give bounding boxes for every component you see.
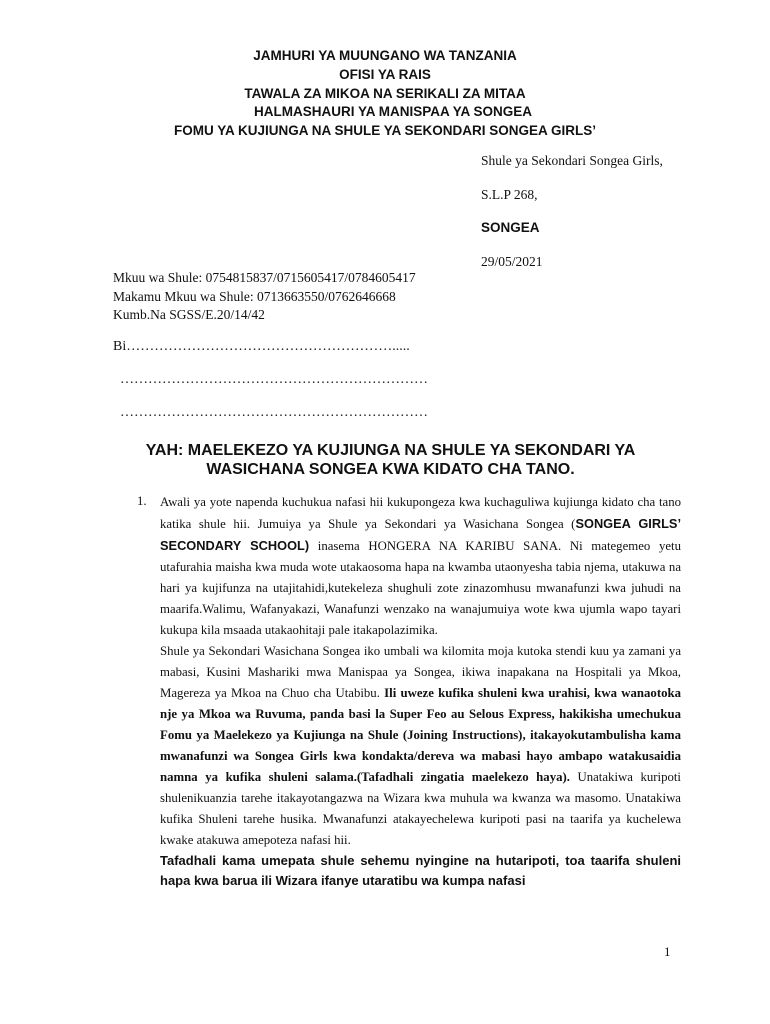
header-line-form-title: FOMU YA KUJIUNGA NA SHULE YA SEKONDARI SONGEA GIRLS’: [173, 123, 597, 138]
reference-number: Kumb.Na SGSS/E.20/14/42: [113, 307, 265, 322]
recipient-address-line-1: …………………………………………………………: [120, 372, 428, 387]
contact-head-of-school: Mkuu wa Shule: 0754815837/0715605417/0784605417: [113, 270, 416, 285]
paragraph-notify-school: Tafadhali kama umepata shule sehemu nyingine na hutaripoti, toa taarifa shuleni hapa kwa barua ili Wizara ifanye utaratibu wa kumpa nafasi: [160, 853, 681, 888]
page-number: 1: [664, 944, 671, 959]
recipient-name-line: Bi………………………………………………….....: [113, 339, 410, 354]
paragraph-welcome-text-c: inasema HONGERA NA KARIBU SANA. Ni mategemeo yetu utafurahia maisha kwa muda wote utakaosoma hapa na kwamba utaonyesha tabia njema, utakuwa na hari ya kujifunza na utajitahidi,kutekeleza shughuli zote zinazomhusu mwanafunzi kwa juhudi na maarifa.Walimu, Wafanyakazi, Wanafunzi wenzako na wanajumuiya wote kwa ujumla wapo tayari kukupa kila msaada utakaohitaji pale itakapolazimika.: [160, 539, 681, 637]
school-name-bold: SONGEA GIRLS’ SECONDARY SCHOOL): [160, 516, 682, 553]
letter-date: 29/05/2021: [481, 254, 543, 269]
subject-line-2: WASICHANA SONGEA KWA KIDATO CHA TANO.: [206, 461, 575, 478]
paragraph-directions: [160, 641, 681, 851]
list-item-number: 1.: [137, 494, 147, 508]
address-town: SONGEA: [481, 220, 540, 235]
list-item: [160, 492, 681, 891]
header-line-republic: JAMHURI YA MUUNGANO WA TANZANIA: [253, 48, 517, 63]
address-box: S.L.P 268,: [481, 187, 538, 202]
header-line-office: OFISI YA RAIS: [339, 67, 431, 82]
recipient-address-line-2: …………………………………………………………: [120, 405, 428, 420]
paragraph-directions-text-a: Shule ya Sekondari Wasichana Songea iko umbali wa kilomita moja kutoka stendi kuu ya zamani ya mabasi, Kusini Mashariki mwa Manispaa ya Songea, ikiwa inapakana na Hospitali ya Mkoa, Magereza ya Mkoa na Chuo cha Utabibu.: [160, 644, 681, 700]
paragraph-welcome-text-a: Awali ya yote napenda kuchukua nafasi hii kukupongeza kwa kuchaguliwa kujiunga kidato cha tano katika shule hii. Jumuiya ya Shule ya Sekondari ya Wasichana Songea (: [160, 495, 681, 531]
paragraph-directions-text-c: Unatakiwa kuripoti shulenikuanzia tarehe itakayotangazwa na Wizara kwa muhula wa kwanza wa masomo. Unatakiwa kufika Shuleni tarehe husika. Mwanafunzi atakayechelewa kuripoti pasi na taarifa ya kuchelewa kwake atakuwa amepoteza nafasi hii.: [160, 770, 681, 847]
paragraph-welcome: [160, 492, 681, 641]
subject-line-1: YAH: MAELEKEZO YA KUJIUNGA NA SHULE YA SEKONDARI YA: [145, 442, 636, 459]
travel-instructions-bold: Ili uweze kufika shuleni kwa urahisi, kwa wanaotoka nje ya Mkoa wa Ruvuma, panda basi la Super Feo au Selous Express, hakikisha umechukua Fomu ya Maelekezo ya Kujiunga na Shule (Joining Instructions), itakayokutambulisha kama mwanafunzi wa Songea Girls kwa kondakta/dereva wa mabasi hayo ambapo watakusaidia namna ya kufika shuleni salama.(Tafadhali zingatia maelekezo haya).: [160, 686, 681, 784]
contact-deputy-head: Makamu Mkuu wa Shule: 0713663550/0762646668: [113, 289, 396, 304]
address-school: Shule ya Sekondari Songea Girls,: [481, 153, 663, 168]
header-line-regional-admin: TAWALA ZA MIKOA NA SERIKALI ZA MITAA: [244, 86, 526, 101]
header-line-municipal: HALMASHAURI YA MANISPAA YA SONGEA: [253, 104, 533, 119]
